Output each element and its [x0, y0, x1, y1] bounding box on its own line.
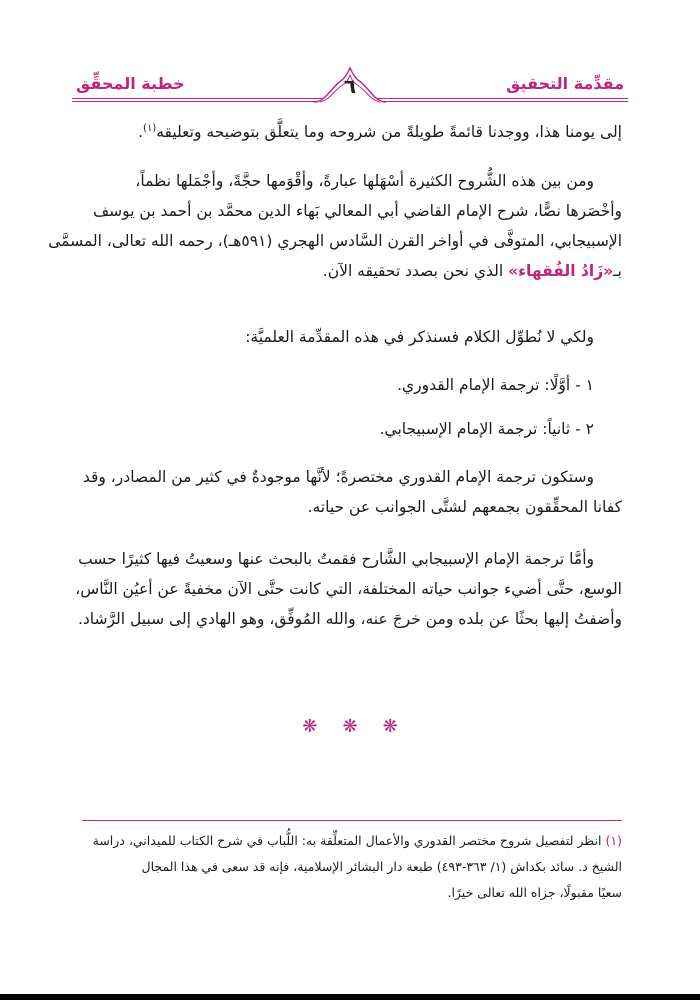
- text-line: وأمَّا ترجمة الإمام الإسبيجابي الشَّارح فقمتُ بالبحث عنها وسعيتُ فيها كثيرًا حسب: [78, 550, 594, 568]
- list-item: [78, 414, 622, 444]
- text-line: [78, 256, 622, 286]
- flower-star-icon: ❋: [342, 716, 358, 737]
- section-separator: [0, 716, 700, 737]
- footnote-line: سعيًا مقبولًا، جزاه الله تعالى خيرًا.: [447, 885, 622, 900]
- footnote-line: [78, 828, 622, 854]
- text-line: وستكون ترجمة الإمام القدوري مختصرةً؛ لأنَّها موجودةٌ في كثير من المصادر، وقد: [82, 468, 594, 486]
- paragraph-commentaries: [48, 166, 622, 286]
- bottom-edge: [0, 994, 700, 1000]
- text-line: وأخْصَرها نصًّا، شرح الإمام القاضي أبي المعالي بَهاء الدين محمَّد بن أحمد بن يوسف: [93, 202, 622, 220]
- paragraph-text: إلى يومنا هذا، ووجدنا قائمةً طويلةً من شروحه وما يتعلَّق بتوضيحه وتعليقه: [156, 123, 622, 142]
- text-line: الإسبيجابي، المتوفَّى في أواخر القرن السَّادس الهجري (٥٩١هـ)، رحمه الله تعالى، المسمَّى: [48, 232, 622, 250]
- text-line: ومن بين هذه الشُّروح الكثيرة أسْهَلها عبارةً، وأقْوَمها حجَّةً، وأجْمَلها نظماً،: [135, 172, 594, 190]
- footnote-rule: [82, 820, 622, 821]
- flower-star-icon: ❋: [382, 716, 398, 737]
- text-prefix: بـ: [613, 262, 622, 280]
- text-suffix: الذي نحن بصدد تحقيقه الآن.: [322, 262, 509, 280]
- text-line: ولكي لا نُطوِّل الكلام فسنذكر في هذه المقدِّمة العلميَّة:: [245, 328, 594, 346]
- text-line: كفانا المحقِّقون بجمعهم لشتَّى الجوانب عن حياته.: [307, 498, 622, 516]
- header-chapter-title: مقدِّمة التحقيق: [506, 74, 624, 93]
- sentence-end: .: [138, 123, 144, 142]
- footnote: [78, 828, 622, 906]
- paragraph-intro: [78, 322, 622, 352]
- paragraph-qudouri: [78, 462, 622, 522]
- footnote-text: انظر لتفصيل شروح مختصر القدوري والأعمال المتعلِّقة به: اللُّباب في شرح الكتاب للميداني، دراسة: [92, 833, 602, 848]
- page-number: ٦: [343, 74, 357, 98]
- paragraph-continuation: [78, 114, 622, 144]
- text-line: وأضفتُ إليها بحثًا عن بلده ومن خرجَ عنه، والله المُوفِّق، وهو الهادي إلى سبيل الرَّشاد.: [77, 610, 622, 628]
- text-line: الوسع، حتَّى أضيء جوانب حياته المختلفة، التي كانت حتَّى الآن مخفيةً عن أعيُن النَّاس،: [75, 580, 622, 598]
- footnote-line: الشيخ د. سائد بكداش (١/ ٣٦٣-٤٩٣) طبعة دار البشائر الإسلامية، فإنه قد سعى في هذا المجال: [141, 859, 622, 874]
- list-item-text: ١ - أوَّلًا: ترجمة الإمام القدوري.: [397, 376, 594, 394]
- list-item: [78, 370, 622, 400]
- header-section-title: خطبة المحقِّق: [76, 74, 185, 93]
- flower-star-icon: ❋: [302, 716, 318, 737]
- text-line: [78, 114, 622, 144]
- book-title: «زَادُ الفُقهاء»: [508, 262, 614, 280]
- paragraph-isbijabi: [75, 544, 622, 634]
- footnote-number: (١): [605, 833, 622, 848]
- footnote-reference: (١): [143, 123, 157, 134]
- list-item-text: ٢ - ثانياً: ترجمة الإمام الإسبيجابي.: [379, 420, 594, 438]
